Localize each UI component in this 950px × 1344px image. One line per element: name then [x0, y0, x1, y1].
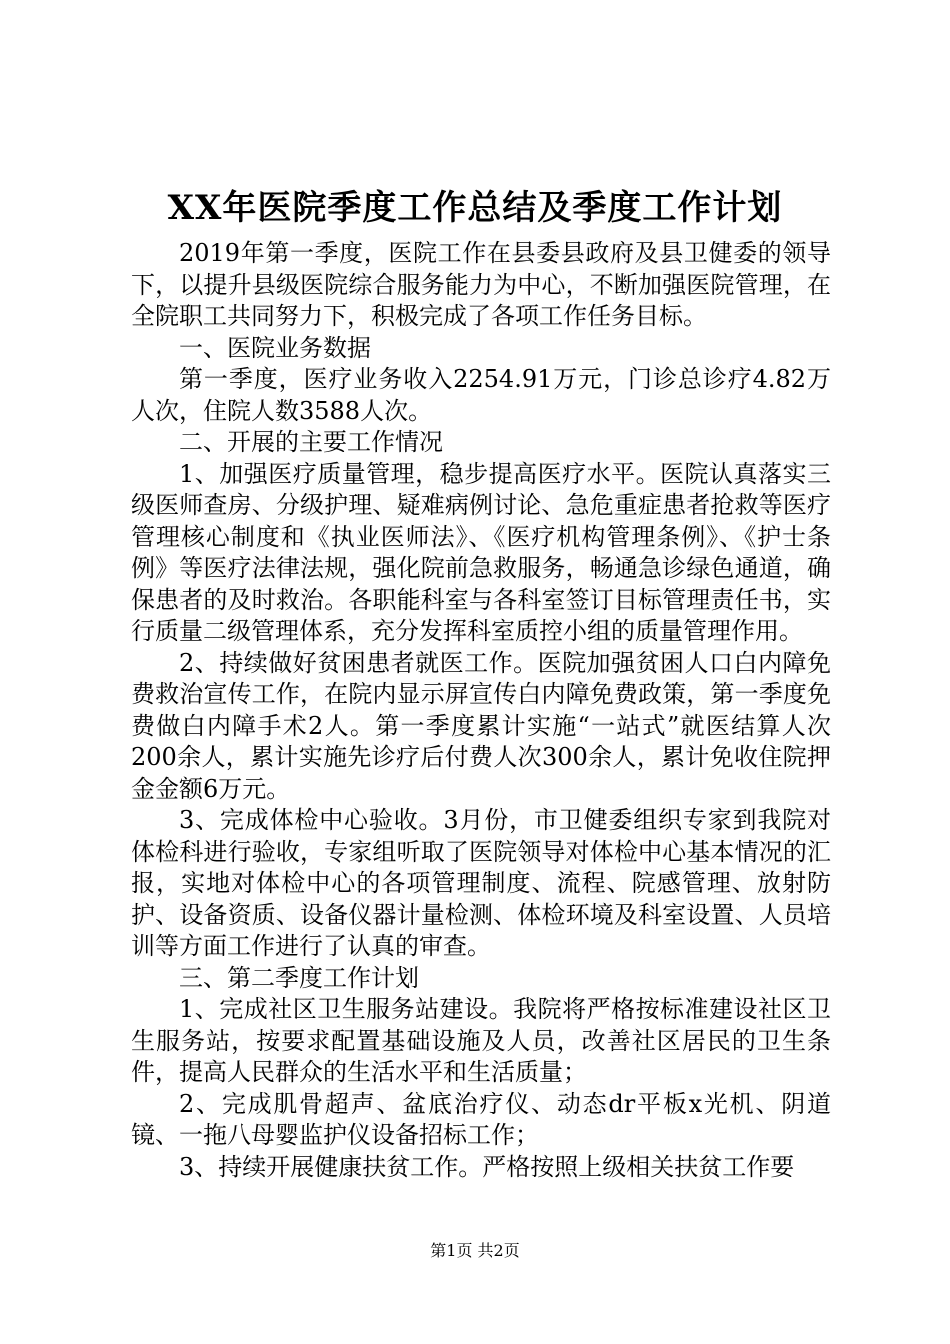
paragraph-plan-item-3: 3、持续开展健康扶贫工作。严格按照上级相关扶贫工作要 [179, 1152, 795, 1181]
paragraph-work-item-2: 2、持续做好贫困患者就医工作。医院加强贫困人口白内障免费救治宣传工作，在院内显示屏宣传白内障免费政策，第一季度免费做白内障手术2人。第一季度累计实施“一站式”就医结算人次200余人，累计实施先诊疗后付费人次300余人，累计免收住院押金金额6万元。 [131, 648, 831, 803]
paragraph-plan-item-2: 2、完成肌骨超声、盆底治疗仪、动态dr平板x光机、阴道镜、一拖八母婴监护仪设备招标工作； [131, 1089, 831, 1149]
page-footer: 第1页 共2页 [430, 1241, 520, 1260]
paragraph-intro: 2019年第一季度，医院工作在县委县政府及县卫健委的领导下，以提升县级医院综合服务能力为中心，不断加强医院管理，在全院职工共同努力下，积极完成了各项工作任务目标。 [131, 239, 831, 330]
document-body [131, 238, 831, 1183]
document-title: XX年医院季度工作总结及季度工作计划 [167, 188, 783, 228]
paragraph-business-data: 第一季度，医疗业务收入2254.91万元，门诊总诊疗4.82万人次，住院人数3588人次。 [131, 365, 831, 425]
paragraph-work-item-3: 3、完成体检中心验收。3月份，市卫健委组织专家到我院对体检科进行验收，专家组听取了医院领导对体检中心基本情况的汇报，实地对体检中心的各项管理制度、流程、院感管理、放射防护、设备资质、设备仪器计量检测、体检环境及科室设置、人员培训等方面工作进行了认真的审查。 [131, 806, 831, 960]
section-heading-2: 二、开展的主要工作情况 [179, 428, 443, 456]
section-heading-1: 一、医院业务数据 [179, 333, 371, 362]
paragraph-work-item-1: 1、加强医疗质量管理，稳步提高医疗水平。医院认真落实三级医师查房、分级护理、疑难病例讨论、急危重症患者抢救等医疗管理核心制度和《执业医师法》、《医疗机构管理条例》、《护士条例》等医疗法律法规，强化院前急救服务，畅通急诊绿色通道，确保患者的及时救治。各职能科室与各科室签订目标管理责任书，实行质量二级管理体系，充分发挥科室质控小组的质量管理作用。 [131, 459, 831, 645]
section-heading-3: 三、第二季度工作计划 [179, 963, 419, 992]
paragraph-plan-item-1: 1、完成社区卫生服务站建设。我院将严格按标准建设社区卫生服务站，按要求配置基础设施及人员，改善社区居民的卫生条件，提高人民群众的生活水平和生活质量； [131, 995, 831, 1086]
